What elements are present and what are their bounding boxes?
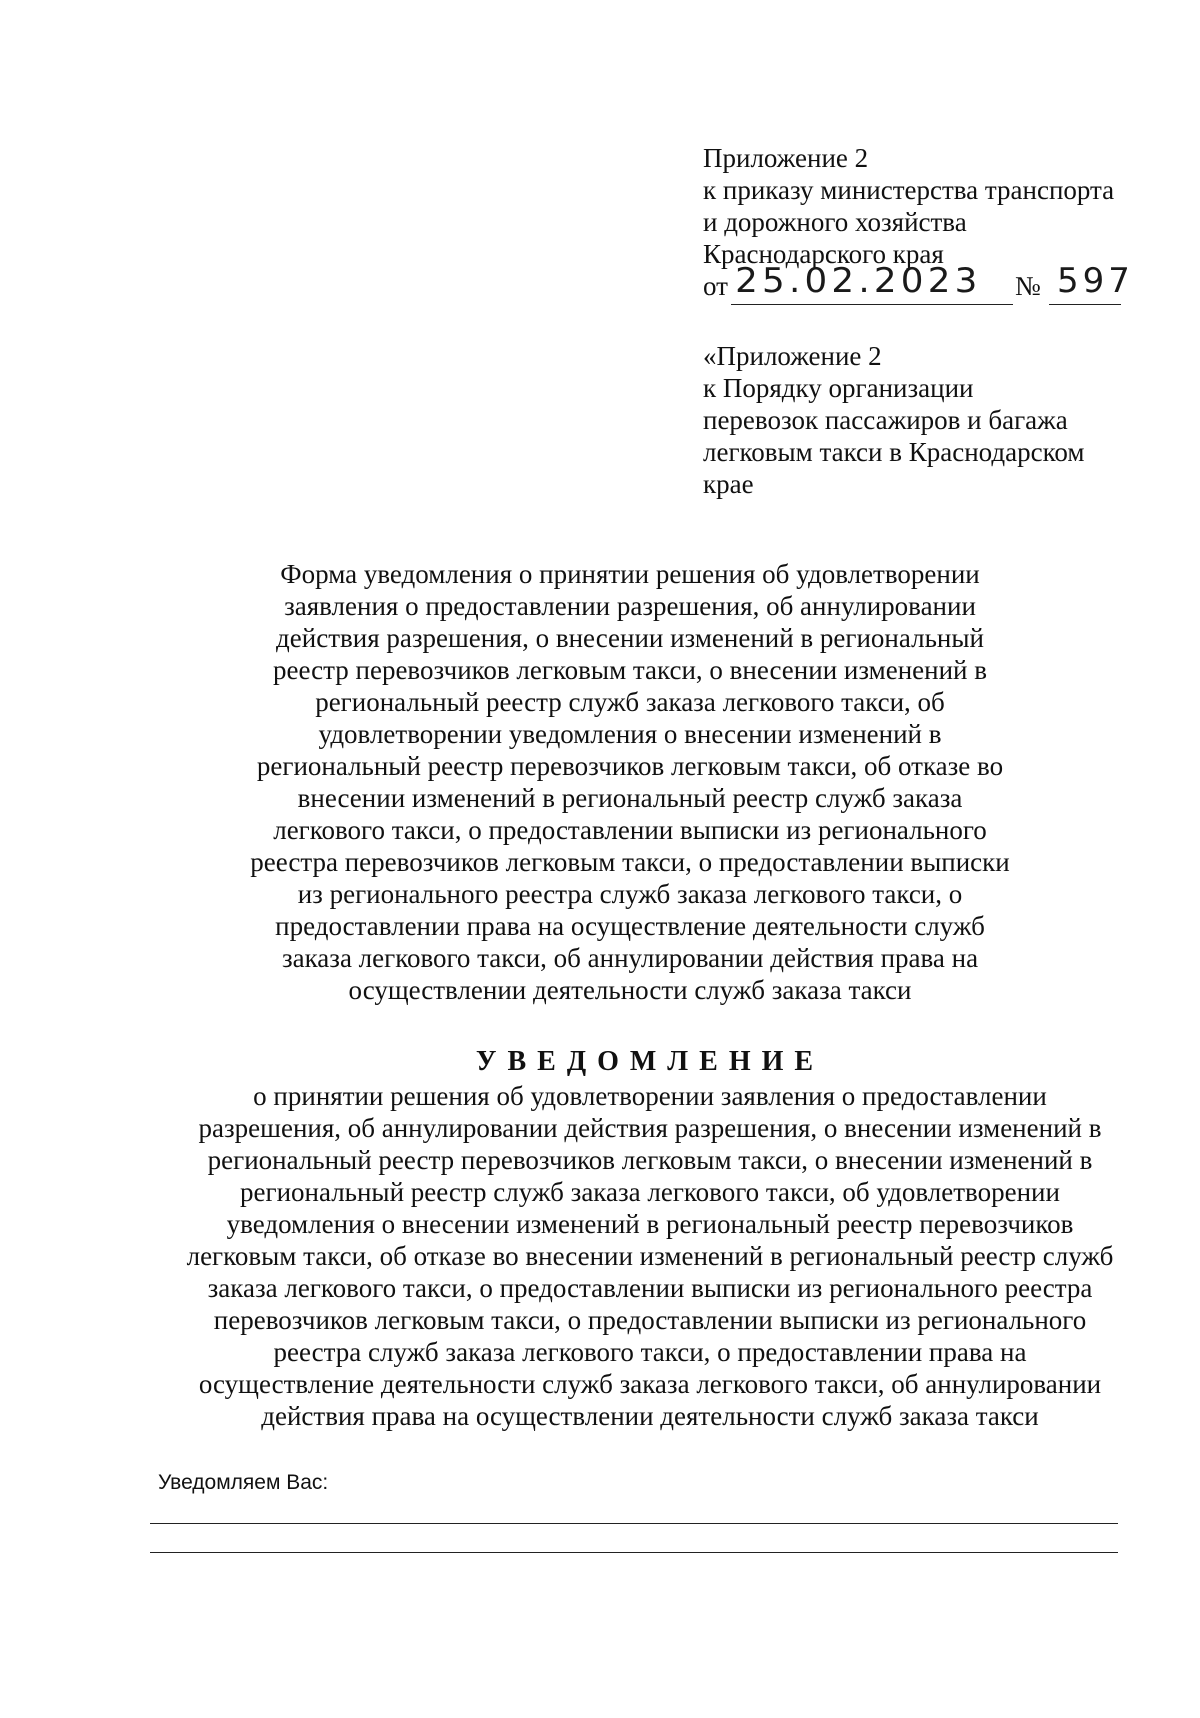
- notice-line: действия права на осуществлении деятельности служб заказа такси: [261, 1401, 1039, 1431]
- notice-heading: УВЕДОМЛЕНИЕ: [475, 1046, 825, 1077]
- form-title-line: действия разрешения, о внесении изменений в региональный: [276, 623, 984, 653]
- appendix-line: Краснодарского края: [703, 239, 944, 269]
- form-title: [200, 558, 1060, 1006]
- form-title-line: осуществлении деятельности служб заказа такси: [348, 975, 912, 1005]
- notice-line: осуществление деятельности служб заказа легкового такси, об аннулировании: [198, 1369, 1102, 1399]
- handwritten-date: 25.02.2023: [735, 261, 982, 301]
- procedure-appendix-line: к Порядку организации: [703, 373, 974, 403]
- notify-label: Уведомляем Вас:: [158, 1471, 329, 1494]
- form-title-line: легкового такси, о предоставлении выписки из регионального: [273, 815, 987, 845]
- order-number-field: [1049, 261, 1134, 305]
- procedure-appendix-line: крае: [703, 469, 754, 499]
- notice-line: региональный реестр служб заказа легкового такси, об удовлетворении: [240, 1177, 1060, 1207]
- form-title-line: внесении изменений в региональный реестр служб заказа: [297, 783, 963, 813]
- form-title-line: удовлетворении уведомления о внесении изменений в: [318, 719, 942, 749]
- procedure-appendix-line: легковым такси в Краснодарском: [703, 437, 1085, 467]
- notice-line: заказа легкового такси, о предоставлении выписки из регионального реестра: [207, 1273, 1093, 1303]
- notify-fill-line: [150, 1523, 1118, 1524]
- notice-line: уведомления о внесении изменений в региональный реестр перевозчиков: [226, 1209, 1074, 1239]
- form-title-line: предоставлении права на осуществление деятельности служб: [275, 911, 985, 941]
- form-title-line: реестра перевозчиков легковым такси, о предоставлении выписки: [250, 847, 1010, 877]
- order-appendix-block: [703, 142, 1143, 308]
- notice-line: перевозчиков легковым такси, о предоставлении выписки из регионального: [213, 1305, 1087, 1335]
- appendix-line: к приказу министерства транспорта: [703, 175, 1115, 205]
- number-sign: №: [1015, 271, 1041, 301]
- notice-subject: [140, 1080, 1160, 1432]
- procedure-appendix-block: [703, 340, 1143, 500]
- notice-line: реестра служб заказа легкового такси, о предоставлении права на: [273, 1337, 1027, 1367]
- appendix-line: Приложение 2: [703, 143, 869, 173]
- appendix-line: и дорожного хозяйства: [703, 207, 967, 237]
- notice-line: о принятии решения об удовлетворении заявления о предоставлении: [253, 1081, 1047, 1111]
- procedure-appendix-line: «Приложение 2: [703, 341, 882, 371]
- procedure-appendix-line: перевозок пассажиров и багажа: [703, 405, 1068, 435]
- form-title-line: заказа легкового такси, об аннулировании действия права на: [281, 943, 979, 973]
- notice-line: разрешения, об аннулировании действия разрешения, о внесении изменений в: [198, 1113, 1102, 1143]
- form-title-line: из регионального реестра служб заказа легкового такси, о: [297, 879, 963, 909]
- date-prefix: от: [703, 271, 728, 301]
- order-date-field: [731, 261, 1013, 305]
- notify-fill-line: [150, 1552, 1118, 1553]
- form-title-line: реестр перевозчиков легковым такси, о внесении изменений в: [273, 655, 987, 685]
- form-title-line: заявления о предоставлении разрешения, об аннулировании: [284, 591, 976, 621]
- form-title-line: региональный реестр перевозчиков легковым такси, об отказе во: [256, 751, 1004, 781]
- form-title-line: Форма уведомления о принятии решения об удовлетворении: [280, 559, 980, 589]
- notice-line: региональный реестр перевозчиков легковым такси, о внесении изменений в: [207, 1145, 1093, 1175]
- order-date-number-line: [703, 261, 1143, 308]
- notice-line: легковым такси, об отказе во внесении изменений в региональный реестр служб: [186, 1241, 1114, 1271]
- form-title-line: региональный реестр служб заказа легкового такси, об: [315, 687, 945, 717]
- handwritten-number: 597: [1057, 261, 1134, 301]
